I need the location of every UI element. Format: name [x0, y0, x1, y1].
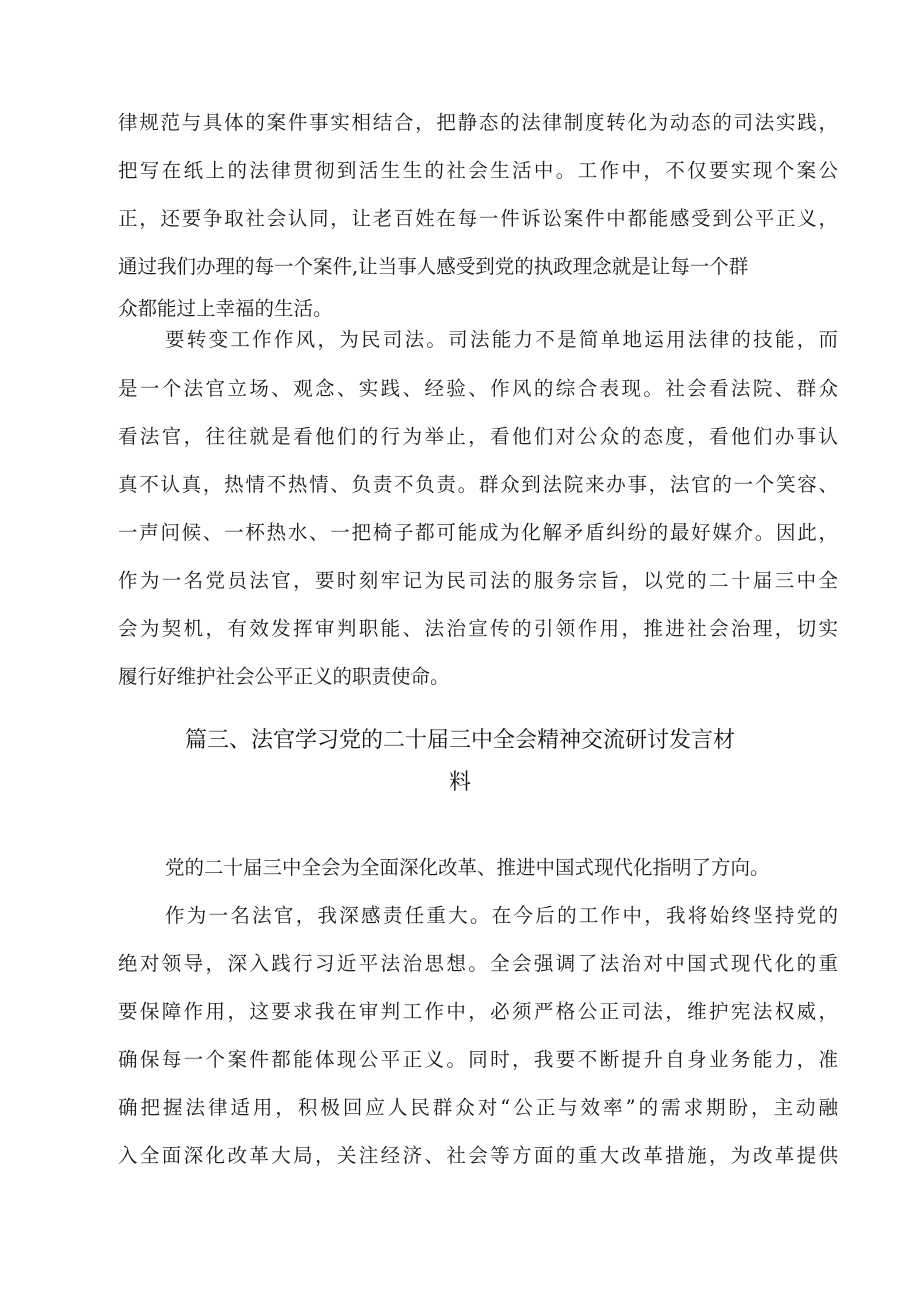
- paragraph-line: 履行好维护社会公平正义的职责使命。: [118, 665, 450, 688]
- paragraph-line: 是一个法官立场、观念、实践、经验、作风的综合表现。社会看法院、群众: [118, 377, 838, 400]
- section-heading-line-2: 料: [448, 770, 471, 795]
- paragraph-line: 作为一名法官，我深感责任重大。在今后的工作中，我将始终坚持党的: [165, 904, 838, 927]
- paragraph-line: 正，还要争取社会认同，让老百姓在每一件诉讼案件中都能感受到公平正义，: [118, 207, 838, 230]
- paragraph-line: 律规范与具体的案件事实相结合，把静态的法律制度转化为动态的司法实践，: [118, 111, 838, 134]
- paragraph-line: 把写在纸上的法律贯彻到活生生的社会生活中。工作中，不仅要实现个案公: [118, 159, 838, 182]
- paragraph-line: 确把握法律适用，积极回应人民群众对“公正与效率”的需求期盼，主动融: [118, 1096, 838, 1119]
- paragraph-line: 通过我们办理的每一个案件,让当事人感受到党的执政理念就是让每一个群: [118, 255, 749, 278]
- paragraph-line: 确保每一个案件都能体现公平正义。同时，我要不断提升自身业务能力，准: [118, 1048, 838, 1071]
- section-heading-line-1: 篇三、法官学习党的二十届三中全会精神交流研讨发言材: [184, 728, 735, 753]
- paragraph-line: 一声问候、一杯热水、一把椅子都可能成为化解矛盾纠纷的最好媒介。因此，: [118, 521, 838, 544]
- paragraph-line: 看法官，往往就是看他们的行为举止，看他们对公众的态度，看他们办事认: [118, 425, 838, 448]
- paragraph-line: 绝对领导，深入践行习近平法治思想。全会强调了法治对中国式现代化的重: [118, 952, 838, 975]
- paragraph-line: 入全面深化改革大局，关注经济、社会等方面的重大改革措施，为改革提供: [118, 1144, 838, 1167]
- paragraph-line: 真不认真，热情不热情、负责不负责。群众到法院来办事，法官的一个笑容、: [118, 473, 838, 496]
- paragraph-line: 要转变工作作风，为民司法。司法能力不是简单地运用法律的技能，而: [165, 328, 838, 351]
- paragraph-line: 作为一名党员法官，要时刻牢记为民司法的服务宗旨，以党的二十届三中全: [118, 569, 838, 592]
- paragraph-line: 会为契机，有效发挥审判职能、法治宣传的引领作用，推进社会治理，切实: [118, 617, 838, 640]
- paragraph-line: 党的二十届三中全会为全面深化改革、推进中国式现代化指明了方向。: [165, 856, 770, 879]
- paragraph-line: 众都能过上幸福的生活。: [118, 297, 333, 320]
- paragraph-line: 要保障作用，这要求我在审判工作中，必须严格公正司法，维护宪法权威，: [118, 1000, 838, 1023]
